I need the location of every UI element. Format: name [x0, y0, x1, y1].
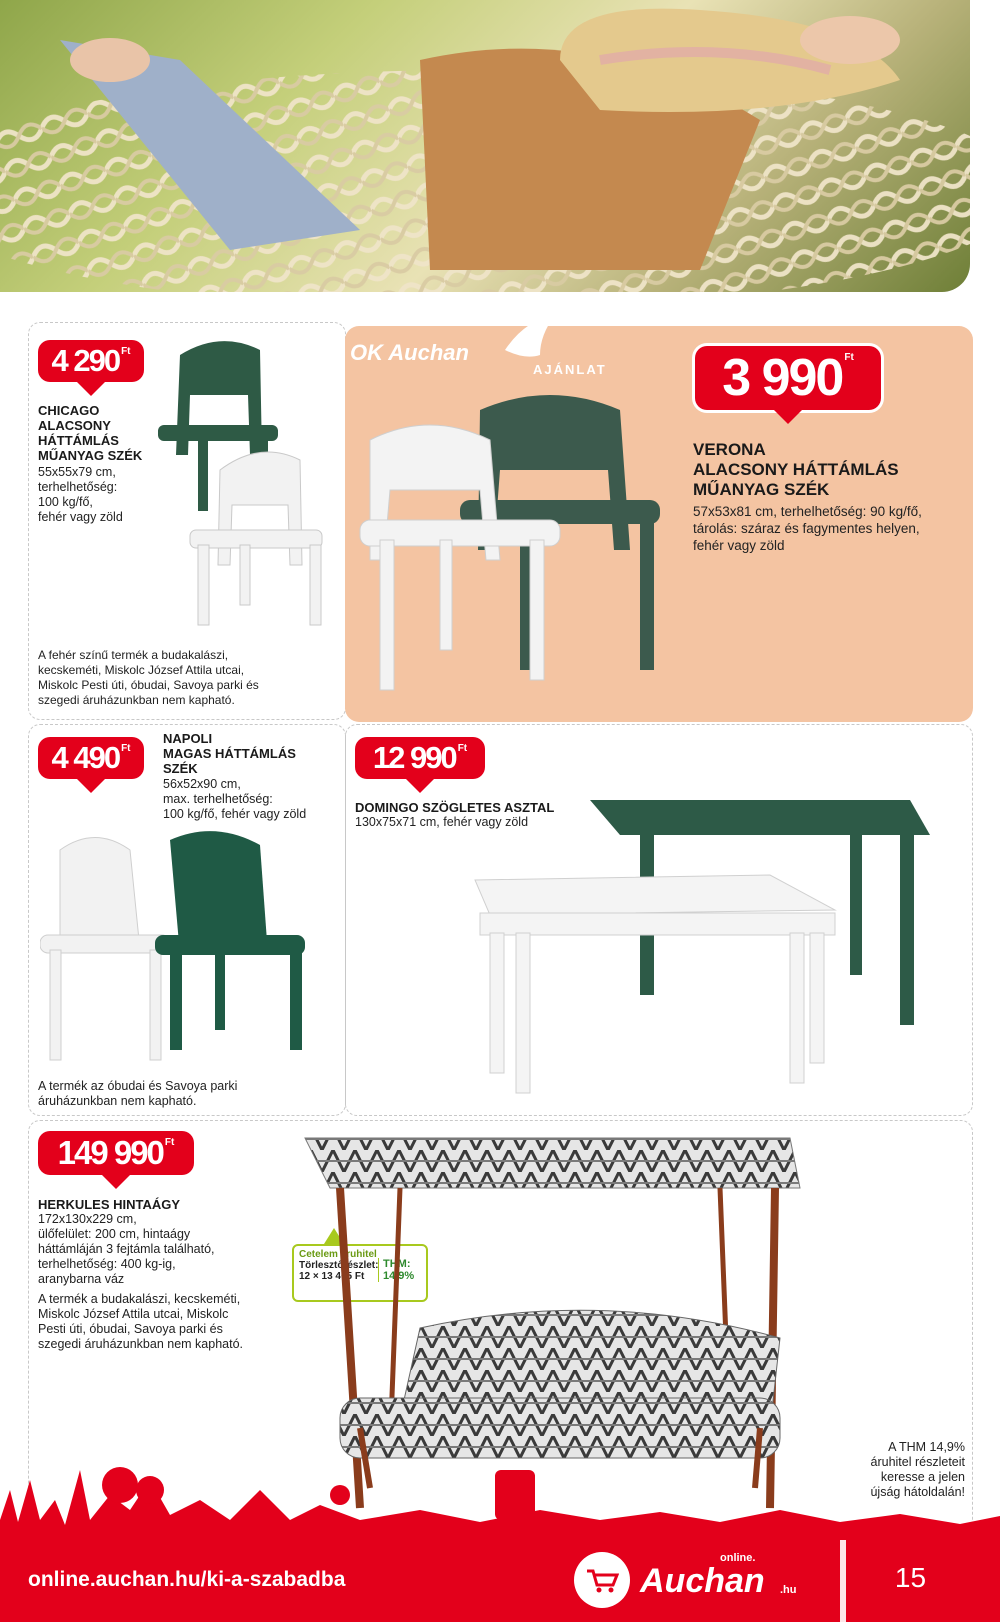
desc-line: terhelhetőség: 400 kg-ig, [38, 1257, 176, 1271]
note-line: szegedi áruházunkban nem kapható. [38, 1337, 244, 1351]
chicago-availability-note [38, 648, 338, 708]
title-line: SZÉK [163, 761, 198, 776]
ajanlat-label: AJÁNLAT [533, 362, 607, 377]
title-line: MŰANYAG SZÉK [693, 480, 830, 499]
brand-text: OK Auchan [350, 340, 469, 365]
herkules-availability-note [38, 1292, 288, 1352]
title-line: HÁTTÁMLÁS [38, 433, 119, 448]
note-line: szegedi áruházunkban nem kapható. [38, 693, 235, 707]
title-line: CHICAGO [38, 403, 100, 418]
title-line: VERONA [693, 440, 766, 459]
napoli-availability-note [38, 1079, 338, 1109]
title-line: MŰANYAG SZÉK [38, 448, 143, 463]
logo-hu-text: .hu [780, 1584, 797, 1596]
note-line: Pesti úti, óbudai, Savoya parki és [38, 1322, 223, 1336]
hammock-photo-icon [0, 0, 970, 292]
logo-online-text: online. [720, 1552, 756, 1564]
desc-line: ülőfelület: 200 cm, hintaágy [38, 1227, 191, 1241]
desc-line: max. terhelhetőség: [163, 792, 273, 806]
desc-line: háttámláján 3 fejtámla található, [38, 1242, 215, 1256]
chicago-chairs-icon [150, 335, 330, 635]
auchan-logo[interactable]: Auchan [640, 1562, 765, 1600]
price-value: 149 990 [57, 1134, 163, 1171]
domingo-price-tag [355, 737, 485, 779]
title-line: ALACSONY [38, 418, 111, 433]
currency: Ft [121, 743, 131, 754]
herkules-title [38, 1197, 288, 1212]
herkules-desc [38, 1212, 288, 1287]
napoli-desc [163, 777, 338, 822]
herkules-price-tag [38, 1131, 194, 1175]
price-value: 4 490 [51, 740, 120, 775]
verona-title [693, 440, 963, 500]
desc-line: 55x55x79 cm, [38, 465, 116, 479]
desc-line: fehér vagy zöld [693, 538, 785, 553]
title-line: ALACSONY HÁTTÁMLÁS [693, 460, 899, 479]
title-line: HERKULES HINTAÁGY [38, 1197, 181, 1212]
note-line: A fehér színű termék a budakalászi, [38, 648, 229, 662]
price-value: 4 290 [51, 343, 120, 378]
thm-note-line: áruhitel részleteit [870, 1455, 965, 1469]
thm-note-line: A THM 14,9% [888, 1440, 965, 1454]
napoli-chairs-icon [40, 830, 330, 1070]
hero-image [0, 0, 970, 292]
price-value: 3 990 [722, 349, 843, 407]
desc-line: 56x52x90 cm, [163, 777, 241, 791]
desc-line: 130x75x71 cm, fehér vagy zöld [355, 815, 529, 829]
title-line: DOMINGO SZÖGLETES ASZTAL [355, 800, 555, 815]
thm-note-line: keresse a jelen [880, 1470, 965, 1484]
thm-note-line: újság hátoldalán! [870, 1485, 965, 1499]
thm-label: THM: [383, 1258, 411, 1270]
currency: Ft [457, 743, 468, 754]
chicago-title [38, 403, 158, 463]
note-line: áruházunkban nem kapható. [38, 1094, 197, 1108]
verona-price-tag [695, 346, 881, 410]
desc-line: terhelhetőség: [38, 480, 118, 494]
note-line: kecskeméti, Miskolc József Attila utcai, [38, 663, 245, 677]
currency: Ft [844, 352, 854, 363]
verona-chairs-icon [350, 390, 690, 710]
desc-line: fehér vagy zöld [38, 510, 123, 524]
desc-line: tárolás: száraz és fagymentes helyen, [693, 521, 920, 536]
desc-line: aranybarna váz [38, 1272, 125, 1286]
title-line: MAGAS HÁTTÁMLÁS [163, 746, 296, 761]
desc-line: 100 kg/fő, fehér vagy zöld [163, 807, 307, 821]
bird-icon [500, 310, 560, 370]
thm-value: 14,9% [383, 1270, 415, 1282]
footer-divider [840, 1540, 846, 1622]
note-line: A termék a budakalászi, kecskeméti, [38, 1292, 241, 1306]
credit-line: Cetelem áruhitel [299, 1249, 377, 1260]
desc-line: 100 kg/fő, [38, 495, 93, 509]
currency: Ft [164, 1137, 175, 1148]
note-line: A termék az óbudai és Savoya parki [38, 1079, 238, 1093]
footer-url[interactable]: online.auchan.hu/ki-a-szabadba [28, 1568, 346, 1591]
desc-line: 172x130x229 cm, [38, 1212, 137, 1226]
verona-desc [693, 503, 973, 554]
chicago-price-tag [38, 340, 144, 382]
cart-icon [574, 1552, 630, 1608]
note-line: Miskolc József Attila utcai, Miskolc [38, 1307, 229, 1321]
domingo-tables-icon [470, 795, 950, 1105]
credit-line: 12 × 13 465 Ft [299, 1271, 365, 1282]
credit-line: Törlesztőrészlet: [299, 1260, 379, 1271]
price-value: 12 990 [372, 740, 456, 775]
napoli-title [163, 731, 333, 776]
note-line: Miskolc Pesti úti, óbudai, Savoya parki és [38, 678, 259, 692]
desc-line: 57x53x81 cm, terhelhetőség: 90 kg/fő, [693, 504, 922, 519]
page-number: 15 [894, 1562, 927, 1593]
currency: Ft [121, 346, 131, 357]
grass-silhouette-icon [0, 1450, 1000, 1540]
chicago-desc [38, 465, 158, 525]
napoli-price-tag [38, 737, 144, 779]
title-line: NAPOLI [163, 731, 213, 746]
